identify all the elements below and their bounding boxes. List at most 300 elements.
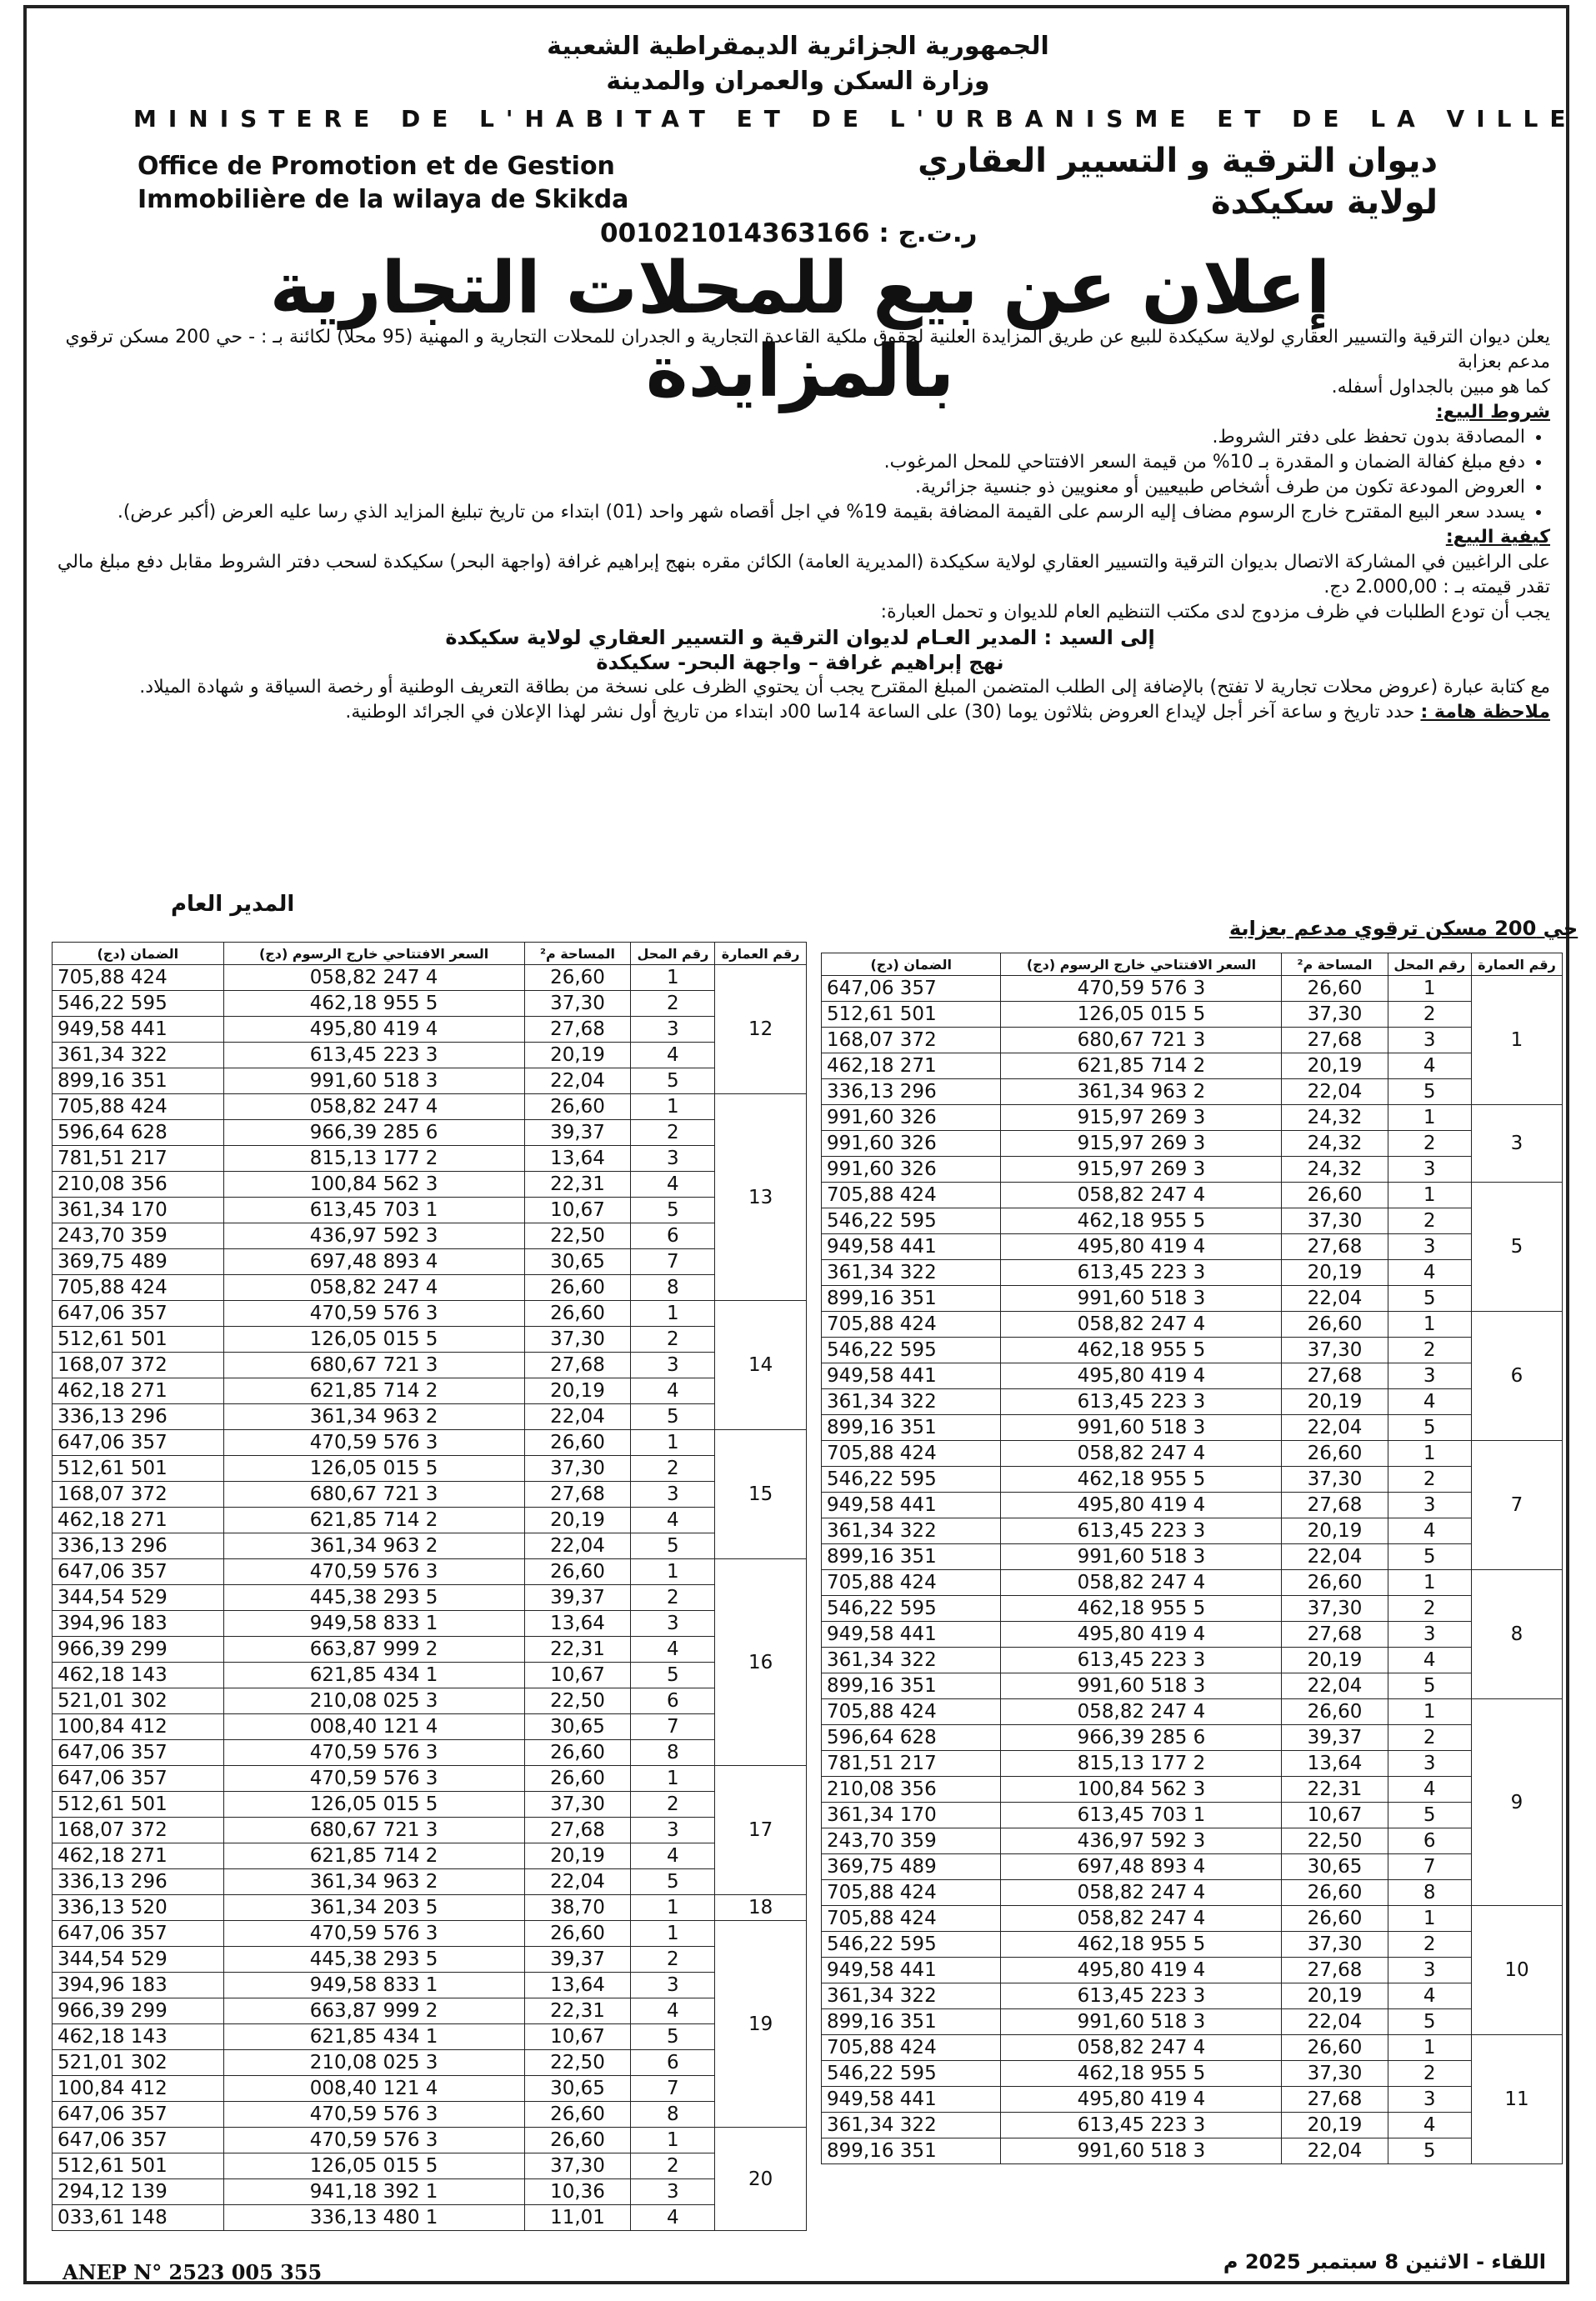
table-row (53, 965, 807, 991)
table-row (53, 1223, 807, 1249)
price-cell: 5 955 462,18 (1001, 1596, 1282, 1622)
local-number-cell: 4 (1388, 1389, 1471, 1415)
building-number-cell: 7 (1471, 1441, 1562, 1570)
local-number-cell: 5 (631, 1663, 715, 1688)
building-number-cell: 1 (1471, 976, 1562, 1105)
table-row (822, 1958, 1563, 1983)
guarantee-cell: 372 168,07 (822, 1028, 1001, 1053)
col-local: رقم المحل (631, 943, 715, 965)
local-number-cell: 3 (1388, 1751, 1471, 1777)
table-row (822, 1208, 1563, 1234)
guarantee-cell: 441 949,58 (822, 1958, 1001, 1983)
table-row (53, 2050, 807, 2076)
table-row (822, 2113, 1563, 2138)
local-number-cell: 1 (1388, 1183, 1471, 1208)
local-number-cell: 1 (631, 1430, 715, 1456)
price-cell: 2 714 621,85 (223, 1843, 524, 1869)
area-cell: 37,30 (524, 1456, 631, 1482)
local-number-cell: 3 (1388, 1157, 1471, 1183)
guarantee-cell: 595 546,22 (822, 1932, 1001, 1958)
price-cell: 5 015 126,05 (223, 2153, 524, 2179)
price-cell: 2 963 361,34 (223, 1404, 524, 1430)
table-row (822, 1053, 1563, 1079)
section-title: حي 200 مسكن ترقوي مدعم بعزابة (1229, 917, 1578, 940)
price-cell: 6 285 966,39 (1001, 1725, 1282, 1751)
local-number-cell: 5 (631, 1869, 715, 1895)
table-row (822, 1389, 1563, 1415)
table-row (53, 1378, 807, 1404)
guarantee-cell: 441 949,58 (822, 2087, 1001, 2113)
area-cell: 26,60 (1282, 976, 1388, 1002)
table-row (822, 1002, 1563, 1028)
table-row (822, 1932, 1563, 1958)
area-cell: 22,04 (524, 1533, 631, 1559)
table-row (822, 1312, 1563, 1338)
building-number-cell: 12 (715, 965, 807, 1094)
area-cell: 22,04 (1282, 1673, 1388, 1699)
guarantee-cell: 357 647,06 (53, 1766, 224, 1792)
building-number-cell: 17 (715, 1766, 807, 1895)
table-row (822, 1260, 1563, 1286)
table-row (822, 1183, 1563, 1208)
area-cell: 26,60 (1282, 1312, 1388, 1338)
table-row (822, 1105, 1563, 1131)
guarantee-cell: 351 899,16 (822, 1673, 1001, 1699)
local-number-cell: 8 (1388, 1880, 1471, 1906)
guarantee-cell: 217 781,51 (53, 1146, 224, 1172)
price-cell: 4 247 058,82 (1001, 1906, 1282, 1932)
area-cell: 26,60 (1282, 2035, 1388, 2061)
guarantee-cell: 271 462,18 (53, 1378, 224, 1404)
local-number-cell: 1 (1388, 2035, 1471, 2061)
guarantee-cell: 489 369,75 (822, 1854, 1001, 1880)
local-number-cell: 1 (631, 1921, 715, 1947)
area-cell: 37,30 (1282, 2061, 1388, 2087)
price-cell: 5 015 126,05 (223, 1792, 524, 1818)
table-row (822, 1338, 1563, 1363)
guarantee-cell: 351 899,16 (822, 1286, 1001, 1312)
local-number-cell: 1 (631, 1094, 715, 1120)
table-row (53, 1120, 807, 1146)
table-row (53, 1973, 807, 1998)
price-cell: 3 269 915,97 (1001, 1105, 1282, 1131)
area-cell: 22,04 (1282, 1286, 1388, 1312)
table-row (822, 1906, 1563, 1932)
guarantee-cell: 424 705,88 (53, 1275, 224, 1301)
price-cell: 4 419 495,80 (1001, 1363, 1282, 1389)
area-cell: 27,68 (1282, 1028, 1388, 1053)
table-row (822, 1699, 1563, 1725)
price-cell: 2 177 815,13 (223, 1146, 524, 1172)
table-row (822, 2087, 1563, 2113)
local-number-cell: 3 (1388, 1622, 1471, 1648)
table-row (822, 1777, 1563, 1803)
guarantee-cell: 322 361,34 (822, 1260, 1001, 1286)
price-cell: 3 025 210,08 (223, 2050, 524, 2076)
building-number-cell: 20 (715, 2128, 807, 2231)
guarantee-cell: 372 168,07 (53, 1818, 224, 1843)
condition-item: • العروض المودعة تكون من طرف أشخاص طبيعيين أو معنويين ذو جنسية جزائرية. (50, 475, 1525, 500)
local-number-cell: 7 (631, 1249, 715, 1275)
price-cell: 1 434 621,85 (223, 2024, 524, 2050)
guarantee-cell: 424 705,88 (822, 1441, 1001, 1467)
col-price: السعر الافتتاحي خارج الرسوم (دج) (1001, 953, 1282, 976)
table-row (822, 1544, 1563, 1570)
area-cell: 26,60 (524, 2128, 631, 2153)
price-cell: 3 518 991,60 (1001, 2138, 1282, 2164)
conditions-list (50, 425, 1550, 525)
table-row (53, 2076, 807, 2102)
local-number-cell: 2 (631, 1585, 715, 1611)
price-cell: 3 576 470,59 (223, 1301, 524, 1327)
guarantee-cell: 424 705,88 (822, 1570, 1001, 1596)
price-cell: 3 025 210,08 (223, 1688, 524, 1714)
price-cell: 5 015 126,05 (223, 1327, 524, 1353)
area-cell: 22,31 (524, 1998, 631, 2024)
price-cell: 2 999 663,87 (223, 1998, 524, 2024)
price-cell: 5 955 462,18 (1001, 1208, 1282, 1234)
local-number-cell: 7 (631, 1714, 715, 1740)
local-number-cell: 1 (1388, 1906, 1471, 1932)
area-cell: 10,67 (524, 1198, 631, 1223)
table-row (53, 2205, 807, 2231)
area-cell: 26,60 (524, 1094, 631, 1120)
price-cell: 1 833 949,58 (223, 1611, 524, 1637)
area-cell: 37,30 (1282, 1002, 1388, 1028)
price-cell: 3 223 613,45 (1001, 1648, 1282, 1673)
local-number-cell: 2 (1388, 1932, 1471, 1958)
price-cell: 6 285 966,39 (223, 1120, 524, 1146)
col-area: المساحة م² (524, 943, 631, 965)
price-cell: 3 518 991,60 (1001, 1673, 1282, 1699)
announcement-title: إعلان عن بيع للمحلات التجارية بالمزايدة (269, 247, 1331, 413)
guarantee-cell: 357 647,06 (822, 976, 1001, 1002)
local-number-cell: 8 (631, 2102, 715, 2128)
table-row (822, 1234, 1563, 1260)
condition-item: • يسدد سعر البيع المقترح خارج الرسوم مضاف إليه الرسم على القيمة المضافة بقيمة 19% في اجل أقصاه شهر واحد (01) ابتداء من تاريخ تبليغ المزايد الذي رسا عليه العرض (أكبر عرض). (50, 500, 1525, 525)
local-number-cell: 5 (1388, 2009, 1471, 2035)
price-cell: 2 714 621,85 (223, 1378, 524, 1404)
area-cell: 20,19 (524, 1378, 631, 1404)
area-cell: 24,32 (1282, 1157, 1388, 1183)
building-number-cell: 13 (715, 1094, 807, 1301)
guarantee-cell: 441 949,58 (822, 1622, 1001, 1648)
area-cell: 27,68 (524, 1353, 631, 1378)
building-number-cell: 8 (1471, 1570, 1562, 1699)
price-cell: 1 434 621,85 (223, 1663, 524, 1688)
area-cell: 26,60 (1282, 1699, 1388, 1725)
area-cell: 11,01 (524, 2205, 631, 2231)
area-cell: 22,04 (1282, 1079, 1388, 1105)
local-number-cell: 7 (631, 2076, 715, 2102)
local-number-cell: 4 (1388, 1260, 1471, 1286)
table-row (53, 1611, 807, 1637)
price-cell: 4 419 495,80 (1001, 1958, 1282, 1983)
area-cell: 27,68 (524, 1482, 631, 1508)
area-cell: 20,19 (1282, 1518, 1388, 1544)
table-row (822, 1028, 1563, 1053)
guarantee-cell: 357 647,06 (53, 2128, 224, 2153)
area-cell: 39,37 (524, 1120, 631, 1146)
guarantee-cell: 424 705,88 (822, 1880, 1001, 1906)
local-number-cell: 8 (631, 1275, 715, 1301)
area-cell: 22,31 (524, 1637, 631, 1663)
condition-item: • المصادقة بدون تحفظ على دفتر الشروط. (50, 425, 1525, 450)
price-cell: 3 721 680,67 (1001, 1028, 1282, 1053)
guarantee-cell: 170 361,34 (53, 1198, 224, 1223)
guarantee-cell: 322 361,34 (822, 1648, 1001, 1673)
local-number-cell: 4 (1388, 1648, 1471, 1673)
local-number-cell: 2 (1388, 1002, 1471, 1028)
local-number-cell: 2 (631, 2153, 715, 2179)
table-row (822, 1828, 1563, 1854)
area-cell: 20,19 (1282, 1648, 1388, 1673)
table-row (53, 1843, 807, 1869)
local-number-cell: 4 (1388, 1983, 1471, 2009)
price-cell: 4 419 495,80 (1001, 1622, 1282, 1648)
local-number-cell: 4 (1388, 1518, 1471, 1544)
price-cell: 4 247 058,82 (223, 1275, 524, 1301)
price-cell: 2 963 361,34 (1001, 1079, 1282, 1105)
local-number-cell: 5 (1388, 1803, 1471, 1828)
guarantee-cell: 326 991,60 (822, 1157, 1001, 1183)
local-number-cell: 4 (631, 1843, 715, 1869)
table-row (53, 2024, 807, 2050)
local-number-cell: 3 (1388, 1028, 1471, 1053)
price-cell: 3 576 470,59 (223, 1921, 524, 1947)
price-cell: 4 419 495,80 (1001, 2087, 1282, 2113)
price-cell: 3 269 915,97 (1001, 1131, 1282, 1157)
office-name-fr-line2: Immobilière de la wilaya de Skikda (138, 185, 629, 214)
local-number-cell: 2 (1388, 1596, 1471, 1622)
guarantee-cell: 183 394,96 (53, 1611, 224, 1637)
guarantee-cell: 372 168,07 (53, 1353, 224, 1378)
price-cell: 3 269 915,97 (1001, 1157, 1282, 1183)
anep-number: ANEP N° 2523 005 355 (63, 2260, 323, 2284)
building-number-cell: 18 (715, 1895, 807, 1921)
local-number-cell: 4 (1388, 1053, 1471, 1079)
area-cell: 26,60 (524, 1921, 631, 1947)
area-cell: 22,04 (1282, 2009, 1388, 2035)
area-cell: 26,60 (1282, 1183, 1388, 1208)
guarantee-cell: 529 344,54 (53, 1947, 224, 1973)
guarantee-cell: 322 361,34 (822, 1983, 1001, 2009)
table-row (822, 1518, 1563, 1544)
price-cell: 3 721 680,67 (223, 1353, 524, 1378)
table-row (53, 1766, 807, 1792)
office-name-fr (138, 150, 628, 217)
price-cell: 4 247 058,82 (1001, 2035, 1282, 2061)
guarantee-cell: 424 705,88 (822, 1699, 1001, 1725)
price-cell: 3 518 991,60 (1001, 2009, 1282, 2035)
local-number-cell: 1 (1388, 1441, 1471, 1467)
guarantee-cell: 359 243,70 (53, 1223, 224, 1249)
local-number-cell: 5 (1388, 1079, 1471, 1105)
price-cell: 3 592 436,97 (223, 1223, 524, 1249)
local-number-cell: 3 (1388, 2087, 1471, 2113)
area-cell: 27,68 (1282, 1234, 1388, 1260)
area-cell: 39,37 (524, 1585, 631, 1611)
guarantee-cell: 424 705,88 (53, 965, 224, 991)
guarantee-cell: 628 596,64 (53, 1120, 224, 1146)
table-row (822, 976, 1563, 1002)
guarantee-cell: 357 647,06 (53, 1740, 224, 1766)
area-cell: 20,19 (1282, 1983, 1388, 2009)
table-row (53, 1559, 807, 1585)
table-row (822, 1493, 1563, 1518)
guarantee-cell: 322 361,34 (822, 1389, 1001, 1415)
table-row (53, 1637, 807, 1663)
guarantee-cell: 501 512,61 (822, 1002, 1001, 1028)
table-row (822, 1286, 1563, 1312)
local-number-cell: 5 (631, 1533, 715, 1559)
area-cell: 39,37 (524, 1947, 631, 1973)
guarantee-cell: 356 210,08 (53, 1172, 224, 1198)
announcement-body (50, 325, 1550, 725)
price-cell: 1 480 336,13 (223, 2205, 524, 2231)
area-cell: 10,67 (524, 2024, 631, 2050)
price-cell: 3 576 470,59 (223, 1430, 524, 1456)
table-row (53, 1740, 807, 1766)
price-cell: 5 203 361,34 (223, 1895, 524, 1921)
area-cell: 20,19 (524, 1843, 631, 1869)
area-cell: 24,32 (1282, 1131, 1388, 1157)
condition-item: • دفع مبلغ كفالة الضمان و المقدرة بـ 10% من قيمة السعر الافتتاحي للمحل المرغوب. (50, 450, 1525, 475)
area-cell: 37,30 (524, 991, 631, 1017)
guarantee-cell: 302 521,01 (53, 2050, 224, 2076)
director-signature: المدير العام (171, 892, 295, 917)
local-number-cell: 2 (631, 1792, 715, 1818)
price-cell: 4 247 058,82 (1001, 1699, 1282, 1725)
area-cell: 27,68 (1282, 2087, 1388, 2113)
building-number-cell: 3 (1471, 1105, 1562, 1183)
area-cell: 22,04 (1282, 2138, 1388, 2164)
table-row (822, 1363, 1563, 1389)
local-number-cell: 5 (631, 1068, 715, 1094)
area-cell: 38,70 (524, 1895, 631, 1921)
table-row (53, 1404, 807, 1430)
area-cell: 22,31 (1282, 1777, 1388, 1803)
area-cell: 20,19 (1282, 1389, 1388, 1415)
table-row (822, 1803, 1563, 1828)
area-cell: 10,67 (1282, 1803, 1388, 1828)
table-header-row (53, 943, 807, 965)
table-row (822, 1467, 1563, 1493)
area-cell: 20,19 (524, 1508, 631, 1533)
price-cell: 3 518 991,60 (223, 1068, 524, 1094)
local-number-cell: 5 (631, 1198, 715, 1223)
area-cell: 37,30 (524, 1792, 631, 1818)
office-name-ar-line1: ديوان الترقية و التسيير العقاري (918, 142, 1438, 180)
price-cell: 3 592 436,97 (1001, 1828, 1282, 1854)
local-number-cell: 4 (1388, 1777, 1471, 1803)
guarantee-cell: 372 168,07 (53, 1482, 224, 1508)
guarantee-cell: 424 705,88 (53, 1094, 224, 1120)
guarantee-cell: 356 210,08 (822, 1777, 1001, 1803)
local-number-cell: 3 (631, 1146, 715, 1172)
local-number-cell: 6 (631, 1223, 715, 1249)
guarantee-cell: 143 462,18 (53, 1663, 224, 1688)
area-cell: 26,60 (524, 1766, 631, 1792)
local-number-cell: 1 (1388, 1570, 1471, 1596)
price-cell: 4 893 697,48 (223, 1249, 524, 1275)
local-number-cell: 3 (631, 1973, 715, 1998)
table-row (53, 1198, 807, 1223)
table-row (822, 1157, 1563, 1183)
local-number-cell: 1 (1388, 1312, 1471, 1338)
table-row (822, 1648, 1563, 1673)
table-row (53, 1792, 807, 1818)
table-row (822, 2009, 1563, 2035)
shops-table-right (821, 953, 1563, 2164)
price-cell: 1 703 613,45 (1001, 1803, 1282, 1828)
area-cell: 30,65 (524, 1249, 631, 1275)
area-cell: 22,31 (524, 1172, 631, 1198)
guarantee-cell: 322 361,34 (822, 1518, 1001, 1544)
table-row (822, 1079, 1563, 1105)
guarantee-cell: 351 899,16 (822, 1544, 1001, 1570)
republic-header: الجمهورية الجزائرية الديمقراطية الشعبية (547, 32, 1049, 61)
table-row (53, 1327, 807, 1353)
area-cell: 22,04 (524, 1404, 631, 1430)
local-number-cell: 7 (1388, 1854, 1471, 1880)
table-row (822, 1880, 1563, 1906)
ministry-header-ar: وزارة السكن والعمران والمدينة (606, 67, 990, 96)
price-cell: 1 833 949,58 (223, 1973, 524, 1998)
area-cell: 26,60 (1282, 1570, 1388, 1596)
area-cell: 37,30 (1282, 1596, 1388, 1622)
area-cell: 20,19 (1282, 2113, 1388, 2138)
price-cell: 3 576 470,59 (223, 2128, 524, 2153)
local-number-cell: 3 (1388, 1493, 1471, 1518)
price-cell: 2 177 815,13 (1001, 1751, 1282, 1777)
area-cell: 30,65 (1282, 1854, 1388, 1880)
table-row (53, 1508, 807, 1533)
building-number-cell: 11 (1471, 2035, 1562, 2164)
local-number-cell: 2 (1388, 1208, 1471, 1234)
table-row (822, 1622, 1563, 1648)
guarantee-cell: 424 705,88 (822, 1312, 1001, 1338)
local-number-cell: 4 (631, 1378, 715, 1404)
price-cell: 4 247 058,82 (1001, 1880, 1282, 1906)
guarantee-cell: 351 899,16 (822, 2138, 1001, 2164)
price-cell: 4 893 697,48 (1001, 1854, 1282, 1880)
guarantee-cell: 595 546,22 (822, 1596, 1001, 1622)
area-cell: 22,50 (524, 2050, 631, 2076)
col-local: رقم المحل (1388, 953, 1471, 976)
table-row (822, 1415, 1563, 1441)
price-cell: 5 955 462,18 (1001, 1932, 1282, 1958)
table-row (822, 1751, 1563, 1777)
guarantee-cell: 296 336,13 (822, 1079, 1001, 1105)
price-cell: 4 419 495,80 (1001, 1234, 1282, 1260)
table-row (53, 1869, 807, 1895)
guarantee-cell: 412 100,84 (53, 1714, 224, 1740)
table-row (53, 2179, 807, 2205)
guarantee-cell: 357 647,06 (53, 1559, 224, 1585)
local-number-cell: 2 (1388, 1467, 1471, 1493)
local-number-cell: 3 (631, 1353, 715, 1378)
price-cell: 3 223 613,45 (1001, 1983, 1282, 2009)
price-cell: 5 293 445,38 (223, 1585, 524, 1611)
guarantee-cell: 296 336,13 (53, 1533, 224, 1559)
table-row (822, 1570, 1563, 1596)
table-header-row (822, 953, 1563, 976)
price-cell: 1 703 613,45 (223, 1198, 524, 1223)
local-number-cell: 2 (631, 1120, 715, 1146)
price-cell: 5 293 445,38 (223, 1947, 524, 1973)
building-number-cell: 14 (715, 1301, 807, 1430)
